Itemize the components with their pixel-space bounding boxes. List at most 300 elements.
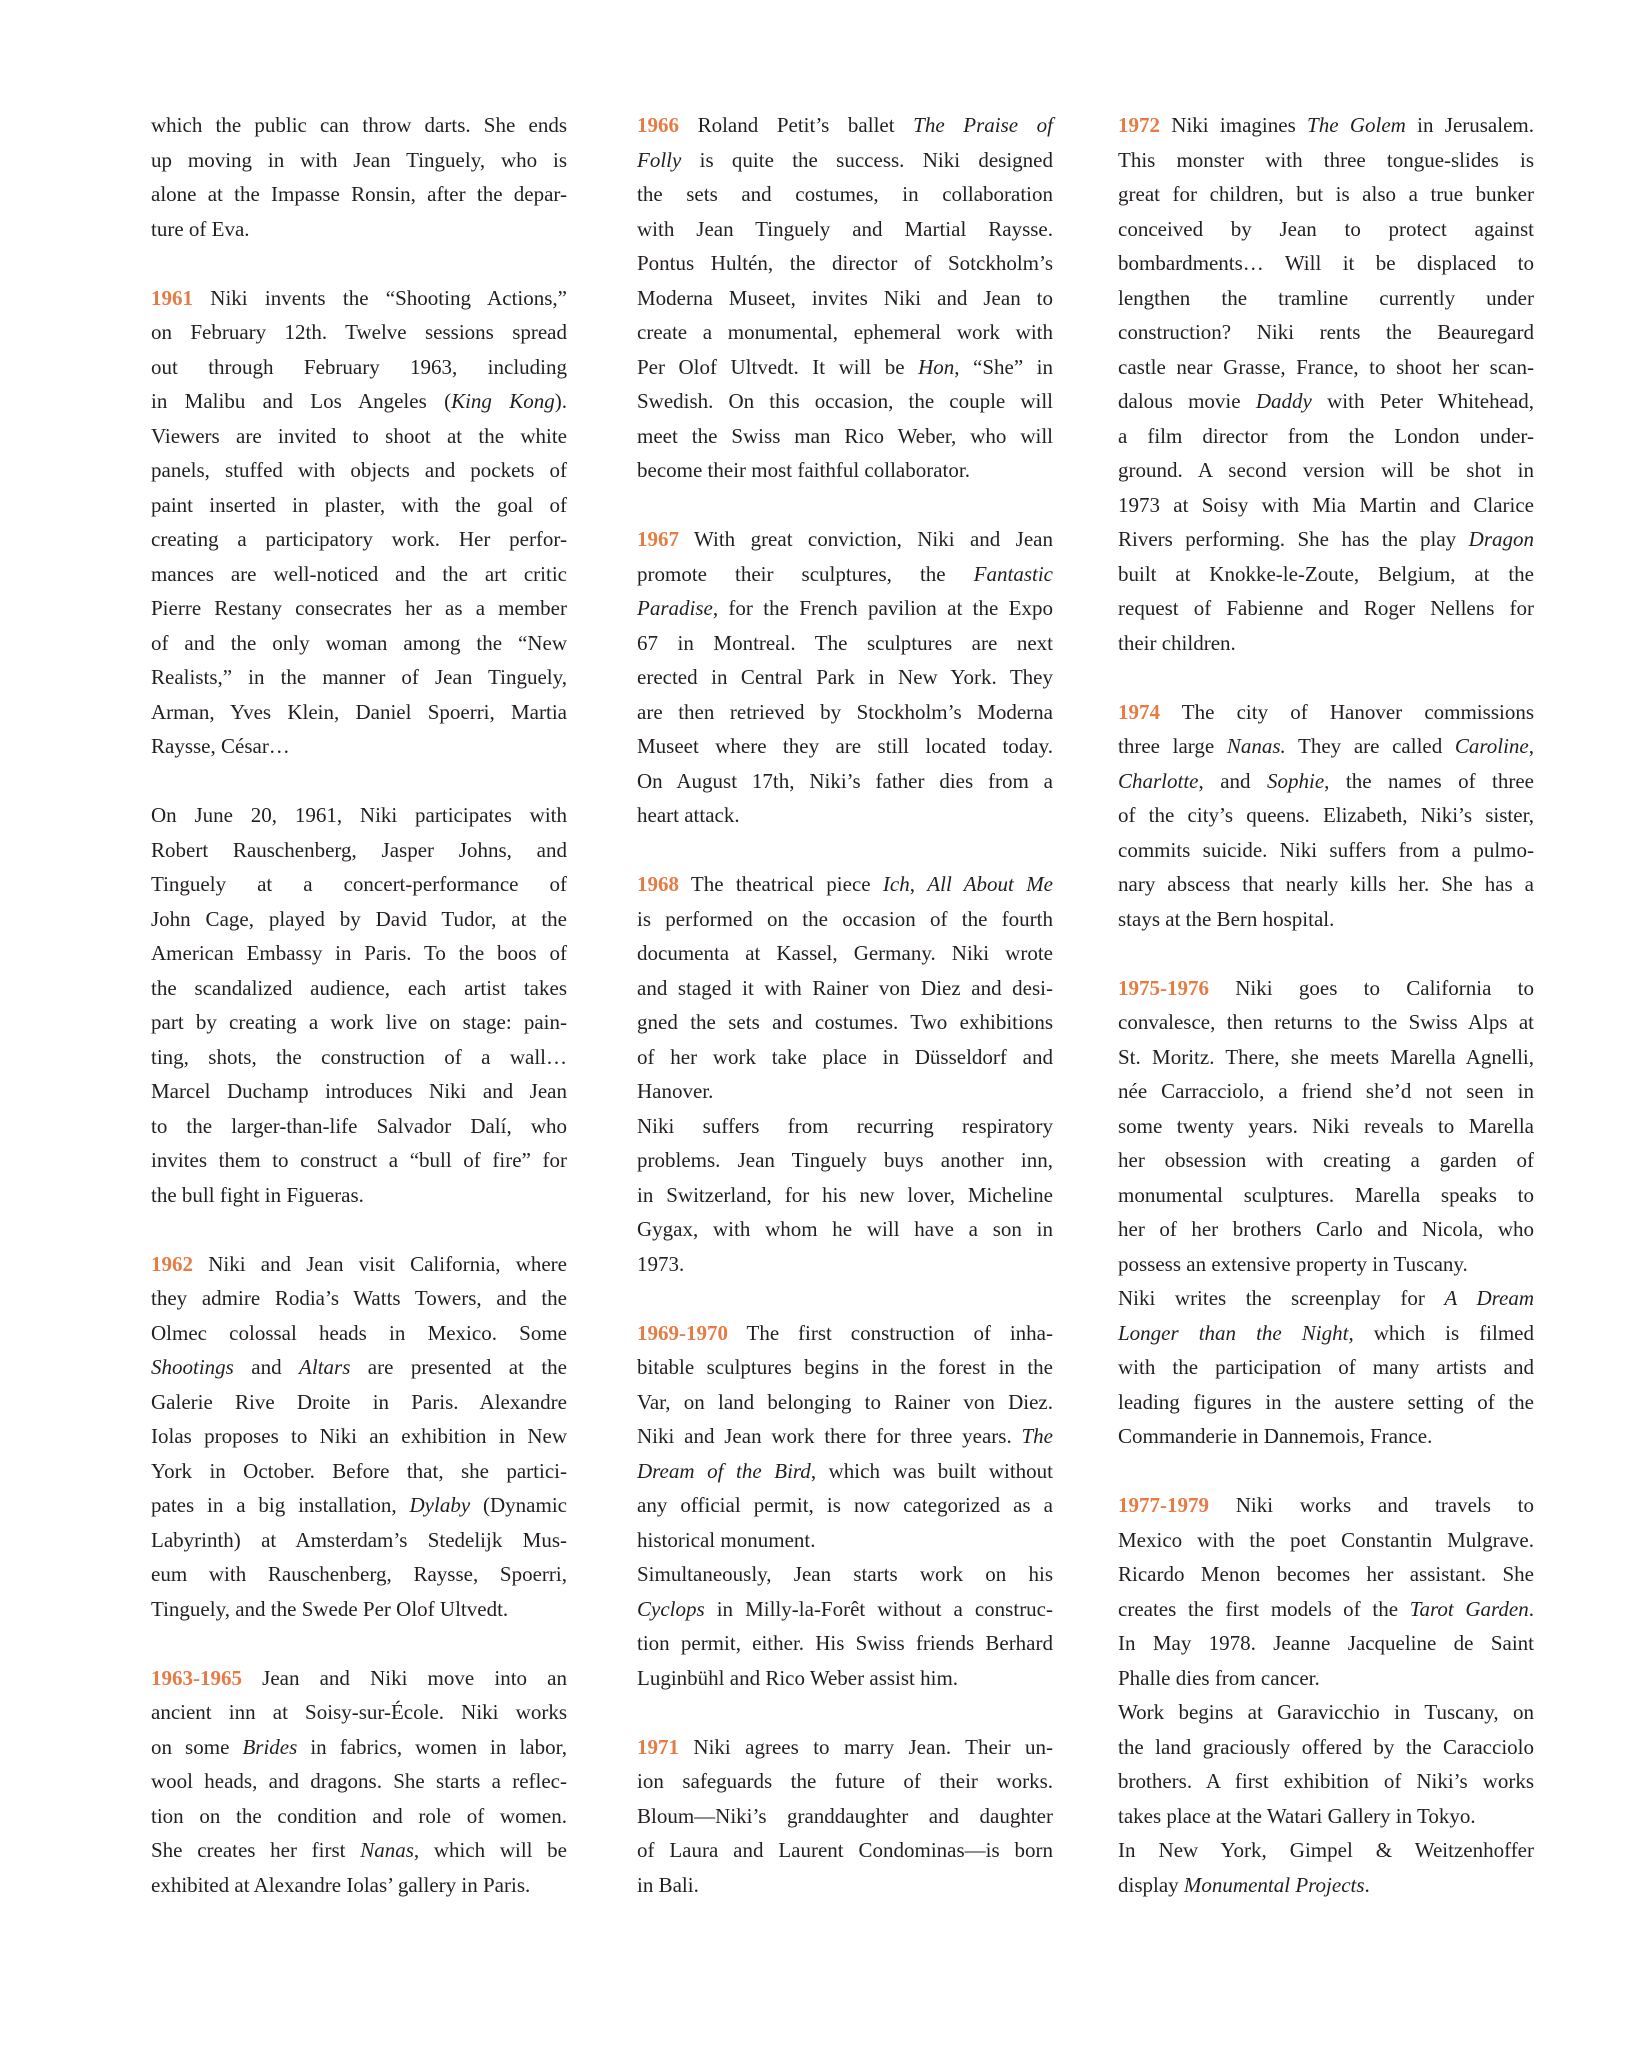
text-line [1118,1247,1534,1282]
italic-title: Cyclops [637,1596,705,1621]
text-line [151,1868,567,1903]
text-segment: Rivers performing. She has the play [1118,527,1469,551]
text-segment: The theatrical piece [679,872,883,896]
text-line [637,902,1053,937]
text-segment: which is filmed [1353,1320,1534,1345]
text-line [637,1212,1053,1247]
text-segment: Realists,” in the manner of Jean Tinguely, [151,665,567,689]
text-line [1118,1316,1534,1351]
text-line [151,108,567,143]
text-segment: , which will be [413,1838,567,1862]
text-line [151,1488,567,1523]
text-segment: is quite the success. Niki designed [681,147,1053,172]
text-segment: Bloum—Niki’s granddaughter and daughter [637,1803,1053,1828]
year-label: 1977-1979 [1118,1493,1209,1517]
text-line [1118,522,1534,557]
text-line [151,660,567,695]
text-line [1118,1730,1534,1765]
text-segment: Pierre Restany consecrates her as a member [151,596,567,620]
text-segment: the sets and costumes, in collaboration [637,182,1053,206]
text-line [637,1419,1053,1454]
text-line [1118,867,1534,902]
text-line [151,729,567,764]
text-segment: Commanderie in Dannemois, France. [1118,1424,1433,1448]
text-segment: creating a participatory work. Her perfor- [151,527,567,551]
text-segment: and staged it with Rainer von Diez and desi- [637,975,1053,1000]
text-segment: She creates her first [151,1838,361,1862]
text-segment: Mexico with the poet Constantin Mulgrave. [1118,1527,1534,1552]
text-segment: Simultaneously, Jean starts work on his [637,1562,1053,1586]
text-segment: On June 20, 1961, Niki participates with [151,803,567,827]
text-segment: and [233,1355,300,1379]
timeline-entry-1967 [637,522,1053,833]
text-segment: Olmec colossal heads in Mexico. Some [151,1320,567,1345]
text-line [637,936,1053,971]
text-segment: Phalle dies from cancer. [1118,1665,1320,1690]
italic-title: Nanas [360,1838,414,1862]
italic-title: The Praise of [913,113,1053,137]
text-line [1118,1557,1534,1592]
italic-title: Daddy [1255,389,1312,413]
text-line [1118,1212,1534,1247]
text-line [1118,177,1534,212]
text-line [1118,350,1534,385]
timeline-paragraph [151,798,567,1212]
year-label: 1974 [1118,699,1160,724]
text-segment: Niki goes to California to [1209,975,1534,1000]
text-segment: her obsession with creating a garden of [1118,1148,1534,1172]
text-line [637,591,1053,626]
text-segment: is performed on the occasion of the fourth [637,906,1053,931]
text-line [151,1385,567,1420]
text-segment: leading figures in the austere setting of the [1118,1389,1534,1414]
italic-title: A Dream [1444,1286,1534,1310]
text-line [637,384,1053,419]
text-column-1 [151,108,567,1902]
text-line [637,764,1053,799]
text-line [1118,1074,1534,1109]
text-segment: On August 17th, Niki’s father dies from a [637,768,1053,793]
text-line [151,1661,567,1696]
year-label: 1967 [637,527,679,551]
text-segment: Hanover. [637,1079,714,1103]
text-segment: Niki writes the screenplay for [1118,1286,1445,1310]
text-segment: , “She” in [954,354,1054,379]
text-segment: Per Olof Ultvedt. It will be [637,354,919,379]
italic-title: Sophie [1267,768,1325,793]
italic-title: Ich [882,872,910,896]
text-line [637,971,1053,1006]
text-line [151,1592,567,1627]
text-segment: York in October. Before that, she partici- [151,1458,567,1483]
text-line [1118,384,1534,419]
text-segment: in Milly-la-Forêt without a construc- [704,1596,1053,1621]
text-segment: Gygax, with whom he will have a son in [637,1217,1053,1241]
text-segment: John Cage, played by David Tudor, at the [151,906,567,931]
text-segment: . [1364,1872,1370,1897]
text-segment: historical monument. [637,1527,816,1552]
italic-title: King Kong [451,389,555,413]
italic-title: Fantastic [973,561,1053,586]
text-line [637,1247,1053,1282]
text-segment: possess an extensive property in Tuscany. [1118,1251,1468,1276]
text-segment: on some [151,1734,243,1759]
italic-title: Shootings [151,1355,234,1379]
text-line [637,729,1053,764]
text-line [637,1385,1053,1420]
text-line [151,1109,567,1144]
text-segment: conceived by Jean to protect against [1118,216,1534,241]
text-line [1118,1695,1534,1730]
text-segment: Iolas proposes to Niki an exhibition in New [151,1424,567,1448]
text-line [637,1109,1053,1144]
text-segment: Luginbühl and Rico Weber assist him. [637,1665,959,1690]
text-segment: become their most faithful collaborator. [637,458,970,482]
text-segment: with Peter Whitehead, [1311,389,1534,413]
text-line [1118,1350,1534,1385]
text-segment: great for children, but is also a true bunker [1118,182,1534,206]
text-line [1118,798,1534,833]
text-line [1118,453,1534,488]
text-line [637,1764,1053,1799]
text-segment: Niki and Jean visit California, where [193,1251,567,1276]
text-line [637,1005,1053,1040]
text-segment: , which was built without [810,1458,1054,1483]
text-segment: with the participation of many artists and [1118,1355,1534,1379]
timeline-entry-1969-1970 [637,1316,1053,1696]
text-line [637,1523,1053,1558]
text-segment: bombardments… Will it be displaced to [1118,251,1534,275]
text-line [1118,902,1534,937]
text-line [1118,971,1534,1006]
text-segment: In May 1978. Jeanne Jacqueline de Saint [1118,1631,1534,1655]
text-line [637,1350,1053,1385]
text-line [151,488,567,523]
text-segment: built at Knokke-le-Zoute, Belgium, at the [1118,561,1534,586]
text-segment: , the names of three [1324,768,1534,793]
text-segment: née Carracciolo, a friend she’d not seen in [1118,1079,1534,1103]
text-segment: part by creating a work live on stage: pain- [151,1010,567,1034]
text-segment: The city of Hanover commissions [1160,699,1534,724]
text-segment: some twenty years. Niki reveals to Marella [1118,1113,1534,1138]
text-line [151,522,567,557]
text-segment: lengthen the tramline currently under [1118,285,1534,310]
year-label: 1972 [1118,113,1160,137]
text-segment: Ricardo Menon becomes her assistant. She [1118,1562,1534,1586]
text-segment: monumental sculptures. Marella speaks to [1118,1182,1534,1207]
text-line [1118,1143,1534,1178]
text-segment: they admire Rodia’s Watts Towers, and the [151,1286,567,1310]
italic-title: Altars [299,1355,351,1379]
text-segment: This monster with three tongue-slides is [1118,147,1534,172]
text-line [1118,108,1534,143]
italic-title: Monumental Projects [1183,1872,1365,1897]
text-segment: create a monumental, ephemeral work with [637,320,1053,344]
text-line [637,1074,1053,1109]
text-segment: display [1118,1872,1184,1897]
text-line [151,281,567,316]
italic-title: Dream of the Bird [637,1458,811,1483]
timeline-entry-1963-1965 [151,1661,567,1903]
text-segment: mances are well-noticed and the art critic [151,561,567,586]
text-line [151,1040,567,1075]
text-segment: 67 in Montreal. The sculptures are next [637,630,1053,655]
text-line [1118,488,1534,523]
text-segment: , and [1198,768,1267,793]
text-segment: ancient inn at Soisy-sur-École. Niki works [151,1700,567,1724]
text-line [637,315,1053,350]
text-segment: the land graciously offered by the Caracciolo [1118,1734,1534,1759]
text-line [637,1178,1053,1213]
text-segment: ground. A second version will be shot in [1118,458,1534,482]
italic-title: All About Me [927,872,1054,896]
text-segment: heart attack. [637,803,740,827]
text-line [637,660,1053,695]
text-line [1118,1488,1534,1523]
text-line [1118,281,1534,316]
text-line [637,695,1053,730]
italic-title: Dylaby [409,1493,471,1517]
text-line [1118,695,1534,730]
text-segment: pates in a big installation, [151,1493,410,1517]
timeline-entry-1961 [151,281,567,764]
text-line [637,522,1053,557]
text-segment: panels, stuffed with objects and pockets of [151,458,567,482]
text-segment: problems. Jean Tinguely buys another inn, [637,1148,1053,1172]
text-line [1118,1419,1534,1454]
text-segment: Var, on land belonging to Rainer von Diez. [637,1389,1053,1414]
timeline-entry-1974 [1118,695,1534,937]
text-line [637,1833,1053,1868]
text-segment: their children. [1118,630,1236,655]
text-segment: wool heads, and dragons. She starts a reflec- [151,1769,567,1793]
text-line [151,143,567,178]
italic-title: The [1021,1424,1053,1448]
italic-title: Charlotte [1118,768,1199,793]
text-line [637,246,1053,281]
text-segment: Tinguely at a concert-performance of [151,872,567,896]
text-line [637,798,1053,833]
italic-title: Longer than the Night, [1118,1320,1354,1345]
text-segment: Viewers are invited to shoot at the white [151,423,567,448]
text-segment: Tinguely, and the Swede Per Olof Ultvedt. [151,1596,509,1621]
text-segment: Jean and Niki move into an [242,1665,567,1690]
text-segment: Niki agrees to marry Jean. Their un- [679,1734,1053,1759]
text-line [151,1833,567,1868]
text-segment: tion permit, either. His Swiss friends Berhard [637,1631,1053,1655]
text-line [1118,1385,1534,1420]
year-label: 1971 [637,1734,679,1759]
text-segment: to the larger-than-life Salvador Dalí, who [151,1113,567,1138]
year-label: 1966 [637,113,679,137]
text-line [151,1419,567,1454]
text-segment: Work begins at Garavicchio in Tuscany, on [1118,1700,1534,1724]
text-line [637,453,1053,488]
text-line [1118,1764,1534,1799]
text-segment: With great conviction, Niki and Jean [679,527,1053,551]
italic-title: The Golem [1307,113,1406,137]
text-segment: 1973 at Soisy with Mia Martin and Clarice [1118,492,1534,517]
italic-title: Caroline [1454,734,1529,758]
text-line [1118,1281,1534,1316]
text-segment: in Jerusalem. [1405,113,1534,137]
text-line [1118,246,1534,281]
year-label: 1961 [151,285,193,310]
text-line [1118,1661,1534,1696]
text-line [1118,1109,1534,1144]
text-segment: nary abscess that nearly kills her. She has a [1118,872,1534,896]
text-segment: request of Fabienne and Roger Nellens for [1118,596,1534,620]
text-segment: Niki suffers from recurring respiratory [637,1113,1053,1138]
text-line [637,867,1053,902]
year-label: 1963-1965 [151,1665,242,1690]
text-line [1118,764,1534,799]
italic-title: Paradise [637,596,713,620]
text-segment: , [1528,734,1534,758]
text-line [1118,1799,1534,1834]
text-line [637,1488,1053,1523]
text-line [151,1281,567,1316]
text-line [1118,143,1534,178]
text-segment: which the public can throw darts. She ends [151,113,567,137]
text-segment: convalesce, then returns to the Swiss Alps at [1118,1010,1534,1034]
text-segment: , for the French pavilion at the Expo [712,596,1053,620]
text-segment: in Switzerland, for his new lover, Micheline [637,1182,1053,1207]
text-segment: In New York, Gimpel & Weitzenhoffer [1118,1838,1534,1862]
text-segment: They are called [1285,734,1455,758]
text-line [151,1178,567,1213]
text-segment: promote their sculptures, the [637,561,974,586]
italic-title: Brides [242,1734,298,1759]
text-segment: bitable sculptures begins in the forest in the [637,1355,1053,1379]
text-line [1118,1523,1534,1558]
text-line [151,212,567,247]
text-segment: the bull fight in Figueras. [151,1182,364,1207]
text-segment: (Dynamic [470,1493,567,1517]
text-line [151,971,567,1006]
text-line [1118,626,1534,661]
text-segment: Museet where they are still located today. [637,734,1053,758]
text-segment: construction? Niki rents the Beauregard [1118,320,1534,344]
text-segment: a film director from the London under- [1118,423,1534,448]
text-line [151,591,567,626]
text-segment: erected in Central Park in New York. They [637,665,1053,689]
timeline-entry-1962 [151,1247,567,1627]
text-line [637,1040,1053,1075]
text-segment: tion on the condition and role of women. [151,1803,567,1828]
text-segment: Roland Petit’s ballet [679,113,914,137]
text-segment: in Malibu and Los Angeles ( [151,389,452,413]
text-segment: takes place at the Watari Gallery in Tokyo. [1118,1803,1476,1828]
text-segment: three large [1118,734,1227,758]
text-line [1118,419,1534,454]
text-line [1118,1868,1534,1903]
text-segment: ). [554,389,567,413]
text-line [637,1557,1053,1592]
text-line [151,1799,567,1834]
text-segment: Labyrinth) at Amsterdam’s Stedelijk Mus- [151,1527,567,1552]
year-label: 1962 [151,1251,193,1276]
year-label: 1969-1970 [637,1320,728,1345]
text-segment: ion safeguards the future of their works. [637,1769,1053,1793]
text-segment: of Laura and Laurent Condominas—is born [637,1838,1053,1862]
timeline-entry-1975-1976 [1118,971,1534,1454]
text-line [637,177,1053,212]
text-segment: her of her brothers Carlo and Nicola, who [1118,1217,1534,1241]
text-line [1118,1040,1534,1075]
timeline-entry-1972 [1118,108,1534,660]
text-segment: invites them to construct a “bull of fire” for [151,1148,567,1172]
text-segment: St. Moritz. There, she meets Marella Agnelli, [1118,1044,1534,1069]
text-segment: on February 12th. Twelve sessions spread [151,320,567,344]
text-line [1118,212,1534,247]
text-segment: Niki imagines [1160,113,1308,137]
text-segment: Galerie Rive Droite in Paris. Alexandre [151,1389,567,1414]
text-line [637,419,1053,454]
text-line [1118,591,1534,626]
text-segment: creates the first models of the [1118,1596,1410,1621]
text-segment: of and the only woman among the “New [151,630,567,655]
timeline-entry-1966 [637,108,1053,488]
text-segment: , [909,872,928,896]
text-segment: Niki works and travels to [1209,1493,1534,1517]
text-line [637,1316,1053,1351]
italic-title: Tarot Garden [1409,1596,1529,1621]
text-line [151,1523,567,1558]
text-segment: commits suicide. Niki suffers from a pulmo- [1118,837,1534,862]
year-label: 1968 [637,872,679,896]
text-line [637,1661,1053,1696]
text-line [151,1005,567,1040]
text-segment: alone at the Impasse Ronsin, after the depar- [151,182,567,206]
italic-title: Hon [918,354,955,379]
text-line [637,1626,1053,1661]
text-line [151,1764,567,1799]
text-line [151,177,567,212]
text-segment: stays at the Bern hospital. [1118,906,1335,931]
text-segment: of the city’s queens. Elizabeth, Niki’s sister, [1118,803,1534,827]
text-line [1118,1178,1534,1213]
text-line [151,1454,567,1489]
text-column-2 [637,108,1053,1902]
text-segment: meet the Swiss man Rico Weber, who will [637,423,1053,448]
timeline-entry-1971 [637,1730,1053,1903]
text-segment: of her work take place in Düsseldorf and [637,1044,1053,1069]
text-segment: exhibited at Alexandre Iolas’ gallery in Paris. [151,1872,531,1897]
italic-title: Nanas. [1226,734,1286,758]
text-segment: Robert Rauschenberg, Jasper Johns, and [151,837,567,862]
text-line [637,557,1053,592]
text-segment: out through February 1963, including [151,354,567,379]
text-line [1118,1592,1534,1627]
timeline-entry-1968 [637,867,1053,1281]
italic-title: Folly [637,147,682,172]
text-line [637,1799,1053,1834]
text-line [1118,833,1534,868]
text-segment: Pontus Hultén, the director of Sotckholm’s [637,251,1053,275]
text-line [637,1143,1053,1178]
text-line [637,212,1053,247]
text-segment: the scandalized audience, each artist takes [151,975,567,1000]
text-line [637,108,1053,143]
text-line [637,143,1053,178]
text-line [637,1868,1053,1903]
text-segment: Moderna Museet, invites Niki and Jean to [637,285,1053,310]
text-line [637,626,1053,661]
text-segment: The first construction of inha- [728,1320,1053,1345]
text-segment: . [1528,1596,1534,1621]
text-segment: paint inserted in plaster, with the goal of [151,492,567,517]
